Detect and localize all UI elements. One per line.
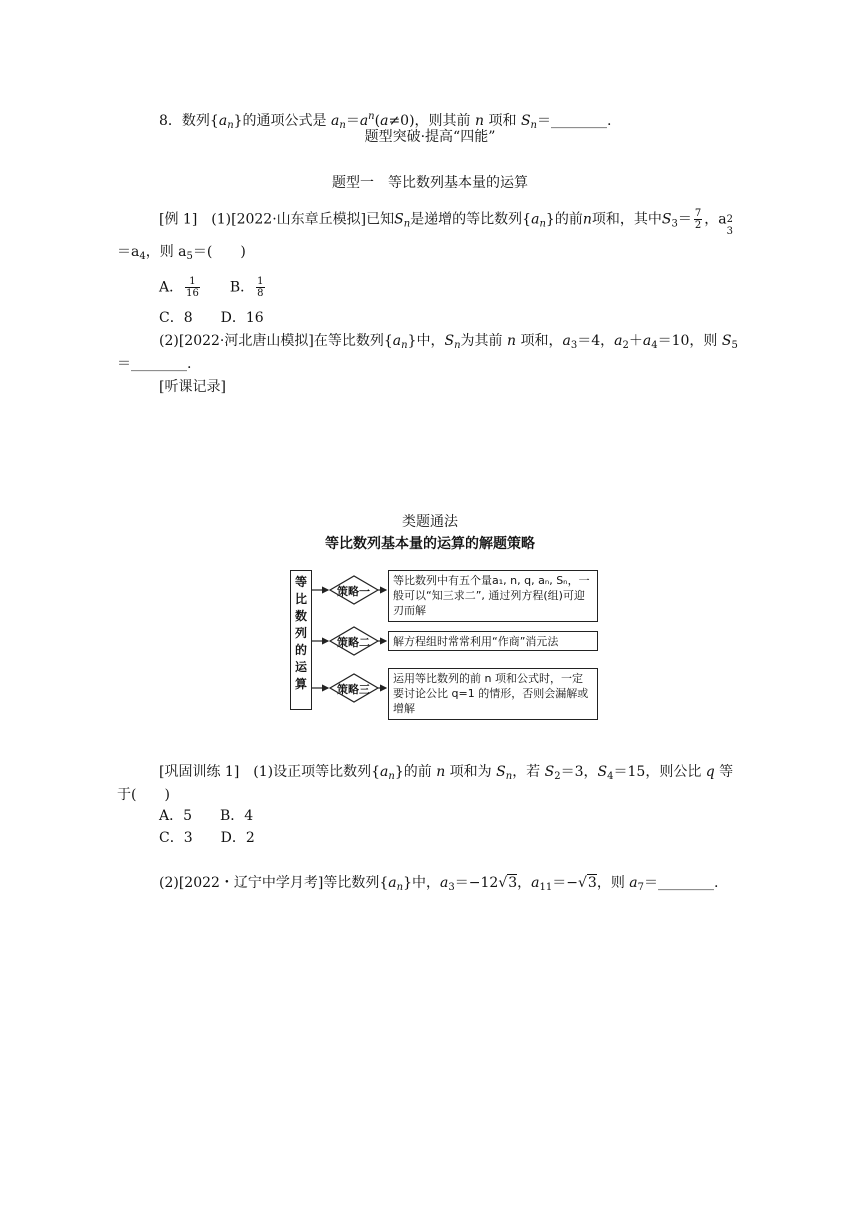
frac-num: 1 xyxy=(257,276,264,287)
pr1-e: ＝3， xyxy=(560,764,598,780)
frac-den: 8 xyxy=(257,288,264,299)
type1-heading: 题型一 等比数列基本量的运算 xyxy=(332,175,528,191)
sub-2: 2 xyxy=(554,771,561,782)
sup-2: 2 xyxy=(726,213,733,225)
sub-n: n xyxy=(396,882,404,893)
var-a: a xyxy=(392,333,402,349)
q8-text-1: 8．数列{ xyxy=(159,113,219,129)
var-a: a xyxy=(380,764,389,780)
var-a: a xyxy=(642,333,652,349)
sub-7: 7 xyxy=(637,882,645,893)
option-b-fraction xyxy=(256,276,264,299)
sub-4: 4 xyxy=(607,771,614,782)
ex1-p2-b: }中， xyxy=(407,333,445,349)
q8-text-4: 项和 xyxy=(484,113,521,129)
summary-title: 类题通法 xyxy=(402,514,458,530)
sub-n: n xyxy=(454,340,461,351)
left-char: 列 xyxy=(294,626,307,640)
ex1-text-c: }的前 xyxy=(545,211,583,228)
strategy-3-box: 运用等比数列的前 n 项和公式时，一定要讨论公比 q=1 的情形，否则会漏解或增解 xyxy=(388,668,598,720)
q8-eq: ＝ xyxy=(345,113,360,129)
example1-part2-line2: ＝________. xyxy=(117,356,192,372)
frac-num: 7 xyxy=(694,208,702,219)
pr2-f: ，则 xyxy=(596,875,630,891)
pr1-d: ，若 xyxy=(512,764,545,780)
sub-3: 3 xyxy=(570,340,578,351)
pr1-f: ＝15，则公比 xyxy=(613,764,706,780)
sub-n: n xyxy=(339,120,346,131)
frac-den: 16 xyxy=(186,288,199,299)
var-a: a xyxy=(380,113,389,129)
ex1-p2-a: (2)[2022·河北唐山模拟]在等比数列{ xyxy=(159,333,393,349)
left-char: 的 xyxy=(294,643,307,657)
pr1-g: 等 xyxy=(714,764,734,780)
sub-3: 3 xyxy=(671,218,678,230)
q8-text-2: }的通项公式是 xyxy=(233,113,331,129)
pr2-end: ＝________. xyxy=(644,875,719,891)
practice1-options-ab: A．5 B．4 xyxy=(159,808,254,824)
left-char: 比 xyxy=(294,592,307,606)
q8-text-3: ≠0)，则其前 xyxy=(388,113,476,129)
ex1-p2-c: 为其前 xyxy=(460,333,507,349)
pr2-e: ＝− xyxy=(552,875,578,891)
strategy-2-label: 策略二 xyxy=(337,636,370,649)
example1-part1-line2 xyxy=(117,242,246,267)
pr2-a: (2)[2022・辽宁中学月考]等比数列{ xyxy=(159,875,389,891)
var-S: S xyxy=(444,333,455,349)
var-n: n xyxy=(436,764,446,780)
var-a: a xyxy=(440,875,449,891)
var-a: a xyxy=(218,113,228,129)
var-a: a xyxy=(531,211,540,228)
sub-n: n xyxy=(505,771,513,782)
ex1-text-b: 是递增的等比数列{ xyxy=(410,211,532,228)
frac-num: 1 xyxy=(185,276,200,288)
practice1-options-cd: C．3 D．2 xyxy=(159,830,255,846)
pr1-a: (1)设正项等比数列{ xyxy=(253,764,381,780)
sup-n: n xyxy=(368,111,375,122)
example1-part1-line1 xyxy=(159,208,735,235)
pr2-d: ， xyxy=(517,875,532,891)
fraction-7-2 xyxy=(694,208,702,231)
ex1-line2-b: ，则 a xyxy=(145,244,187,260)
sub-2: 2 xyxy=(622,340,629,351)
option-b-label: B． xyxy=(229,279,255,296)
example1-options-cd: C．8 D．16 xyxy=(159,310,264,326)
var-S: S xyxy=(496,764,506,780)
var-S: S xyxy=(721,333,732,349)
ex1-p2-g: ＝10，则 xyxy=(657,333,722,349)
sub-n: n xyxy=(388,771,395,782)
ex1-text-a: (1)[2022·山东章丘模拟]已知 xyxy=(211,211,395,228)
var-S: S xyxy=(661,211,672,228)
var-a: a xyxy=(331,113,340,129)
pr2-b: }中， xyxy=(403,875,441,891)
sub-n: n xyxy=(539,218,546,230)
ex1-p2-d: 项和， xyxy=(516,333,563,349)
section-title: 题型突破·提高“四能” xyxy=(364,129,496,145)
left-char: 运 xyxy=(294,660,307,674)
pr1-c: 项和为 xyxy=(445,764,497,780)
sub-3: 3 xyxy=(448,882,455,893)
strategy-2-box: 解方程组时常常利用“作商”消元法 xyxy=(388,631,598,651)
example-label: [例 1] xyxy=(159,211,198,228)
left-char: 算 xyxy=(294,677,307,691)
sub-5: 5 xyxy=(186,251,193,262)
var-a: a xyxy=(531,875,540,891)
ex1-line2-c: ＝( ) xyxy=(192,244,246,260)
ex1-text-e: ，a xyxy=(704,211,727,228)
diagram-left-box xyxy=(290,570,312,710)
sub-n: n xyxy=(401,340,408,351)
var-a: a xyxy=(629,875,638,891)
var-S: S xyxy=(520,113,531,129)
ex1-text-d: 项和，其中 xyxy=(591,211,662,228)
q8-paren: ( xyxy=(374,113,381,129)
option-a-label: A． xyxy=(159,279,184,296)
strategy-1-box: 等比数列中有五个量a₁, n, q, aₙ, Sₙ，一般可以“知三求二”, 通过列方程(组)可迎刃而解 xyxy=(388,570,598,622)
var-n: n xyxy=(475,113,485,129)
option-a-fraction xyxy=(185,276,200,299)
var-a: a xyxy=(359,113,369,129)
strategy-1-label: 策略一 xyxy=(337,585,370,598)
sub-4: 4 xyxy=(651,340,658,351)
left-char: 数 xyxy=(294,609,307,623)
sub-4: 4 xyxy=(139,251,146,262)
example1-part2-line1 xyxy=(159,331,738,356)
sub-n: n xyxy=(403,218,411,230)
var-n: n xyxy=(582,211,592,228)
sub-5: 5 xyxy=(731,340,738,351)
summary-subtitle: 等比数列基本量的运算的解题策略 xyxy=(325,536,535,552)
sub-11: 11 xyxy=(539,882,553,893)
practice1-part1-line1 xyxy=(159,762,733,787)
sqrt-3: 3 xyxy=(508,875,518,891)
frac-den: 2 xyxy=(694,220,702,231)
sub-n: n xyxy=(227,120,234,131)
q8-blank: ＝________. xyxy=(537,113,612,129)
strategy-3-label: 策略三 xyxy=(337,683,370,696)
sub-n: n xyxy=(530,120,537,131)
practice1-part1-line2: 于( ) xyxy=(117,787,170,803)
var-S: S xyxy=(394,211,404,228)
var-a: a xyxy=(562,333,571,349)
strategy-diagram xyxy=(288,566,600,726)
var-a: a xyxy=(614,333,623,349)
ex1-line2-a: ＝a xyxy=(117,244,140,260)
practice1-part2: (2)[2022・辽宁中学月考]等比数列$\{a_n\}$中，$a_3=-12√3$，$a_{11}=-√3$，则 $a_7=\_\_\_\_\_\_\_\_$. xyxy=(159,875,719,893)
eq-sign: ＝ xyxy=(677,211,692,228)
var-S: S xyxy=(544,764,555,780)
practice-label: [巩固训练 1] xyxy=(159,764,240,780)
pr1-b: }的前 xyxy=(394,764,437,780)
listening-notes-label: [听课记录] xyxy=(159,379,226,395)
ex1-p2-e: ＝4， xyxy=(577,333,615,349)
example1-options-ab xyxy=(159,276,267,299)
var-S: S xyxy=(597,764,608,780)
sub-3: 3 xyxy=(726,225,733,237)
left-char: 等 xyxy=(294,575,307,589)
var-q: q xyxy=(705,764,715,780)
pr2-c: ＝−12 xyxy=(454,875,499,891)
plus-sign: ＋ xyxy=(628,333,643,349)
var-n: n xyxy=(506,333,517,349)
sqrt-3: 3 xyxy=(587,875,597,891)
var-a: a xyxy=(388,875,397,891)
